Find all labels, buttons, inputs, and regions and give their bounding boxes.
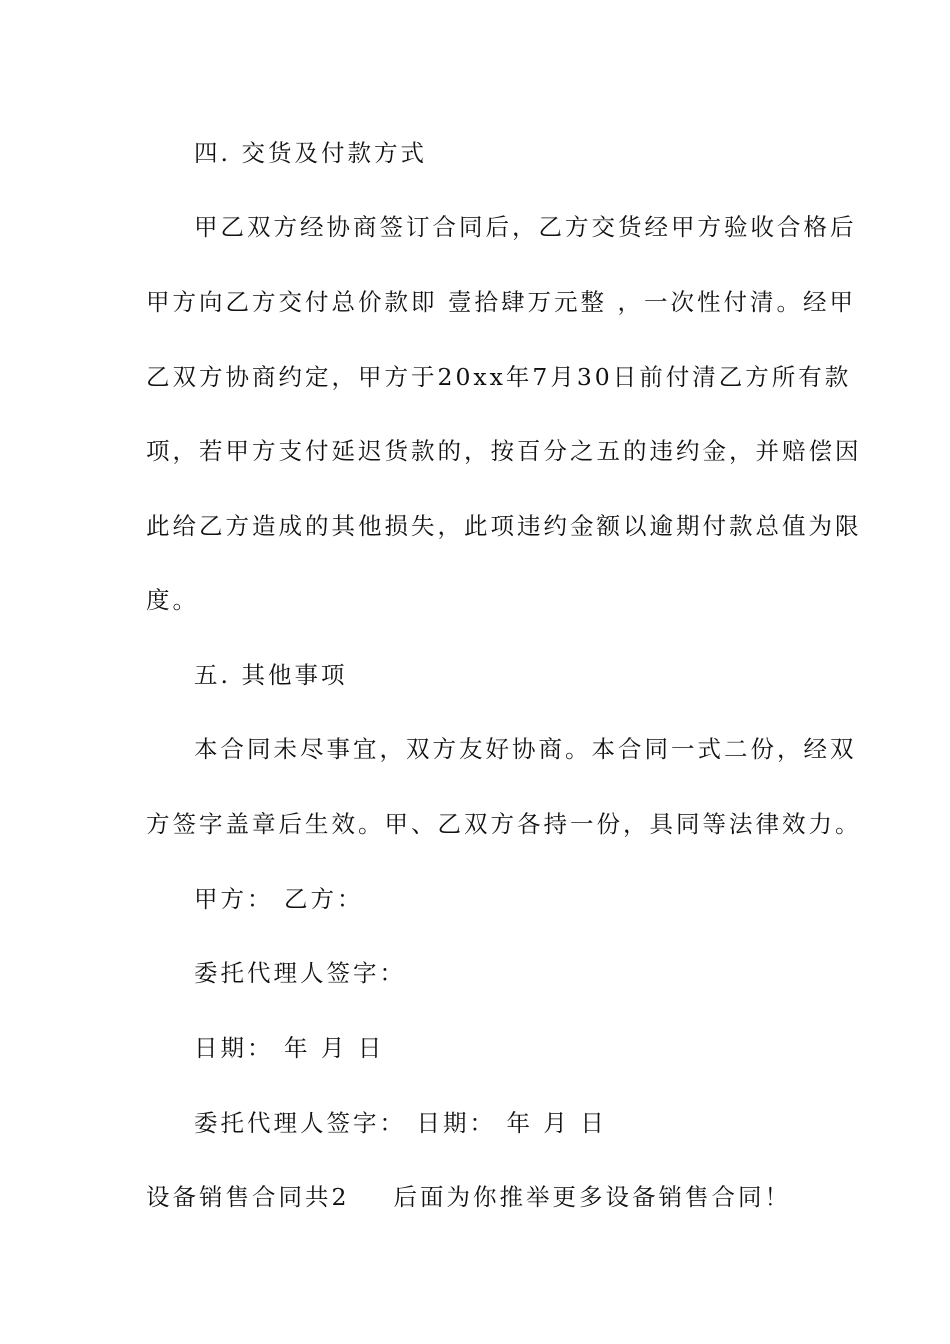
section-5-heading: 五. 其他事项 bbox=[194, 661, 348, 689]
section-4-paragraph-line: 项，若甲方支付延迟货款的，按百分之五的违约金，并赔偿因 bbox=[146, 437, 862, 465]
section-4-paragraph-line: 此给乙方造成的其他损失，此项违约金额以逾期付款总值为限 bbox=[146, 512, 862, 540]
section-4-paragraph-line: 度。 bbox=[146, 586, 199, 614]
agent-signature-line: 委托代理人签字： bbox=[194, 959, 406, 987]
section-4-paragraph-line: 甲乙双方经协商签订合同后，乙方交货经甲方验收合格后 bbox=[194, 213, 857, 241]
footer-page-count: 设备销售合同共2 bbox=[146, 1183, 350, 1211]
section-5-paragraph-line: 本合同未尽事宜，双方友好协商。本合同一式二份，经双 bbox=[194, 735, 857, 763]
footer-line bbox=[146, 1182, 791, 1212]
section-4-paragraph-line: 甲方向乙方交付总价款即 壹拾肆万元整 ，一次性付清。经甲 bbox=[146, 288, 856, 316]
signature-parties: 甲方： 乙方： bbox=[194, 885, 364, 913]
footer-recommendation: 后面为你推举更多设备销售合同！ bbox=[393, 1183, 791, 1211]
section-4-paragraph-line: 乙双方协商约定，甲方于20xx年7月30日前付清乙方所有款 bbox=[146, 363, 852, 391]
section-5-paragraph-line: 方签字盖章后生效。甲、乙双方各持一份，具同等法律效力。 bbox=[146, 810, 862, 838]
date-line: 日期： 年 月 日 bbox=[194, 1034, 385, 1062]
agent-signature-date-line: 委托代理人签字： 日期： 年 月 日 bbox=[194, 1109, 607, 1137]
section-4-heading: 四. 交货及付款方式 bbox=[194, 139, 427, 167]
